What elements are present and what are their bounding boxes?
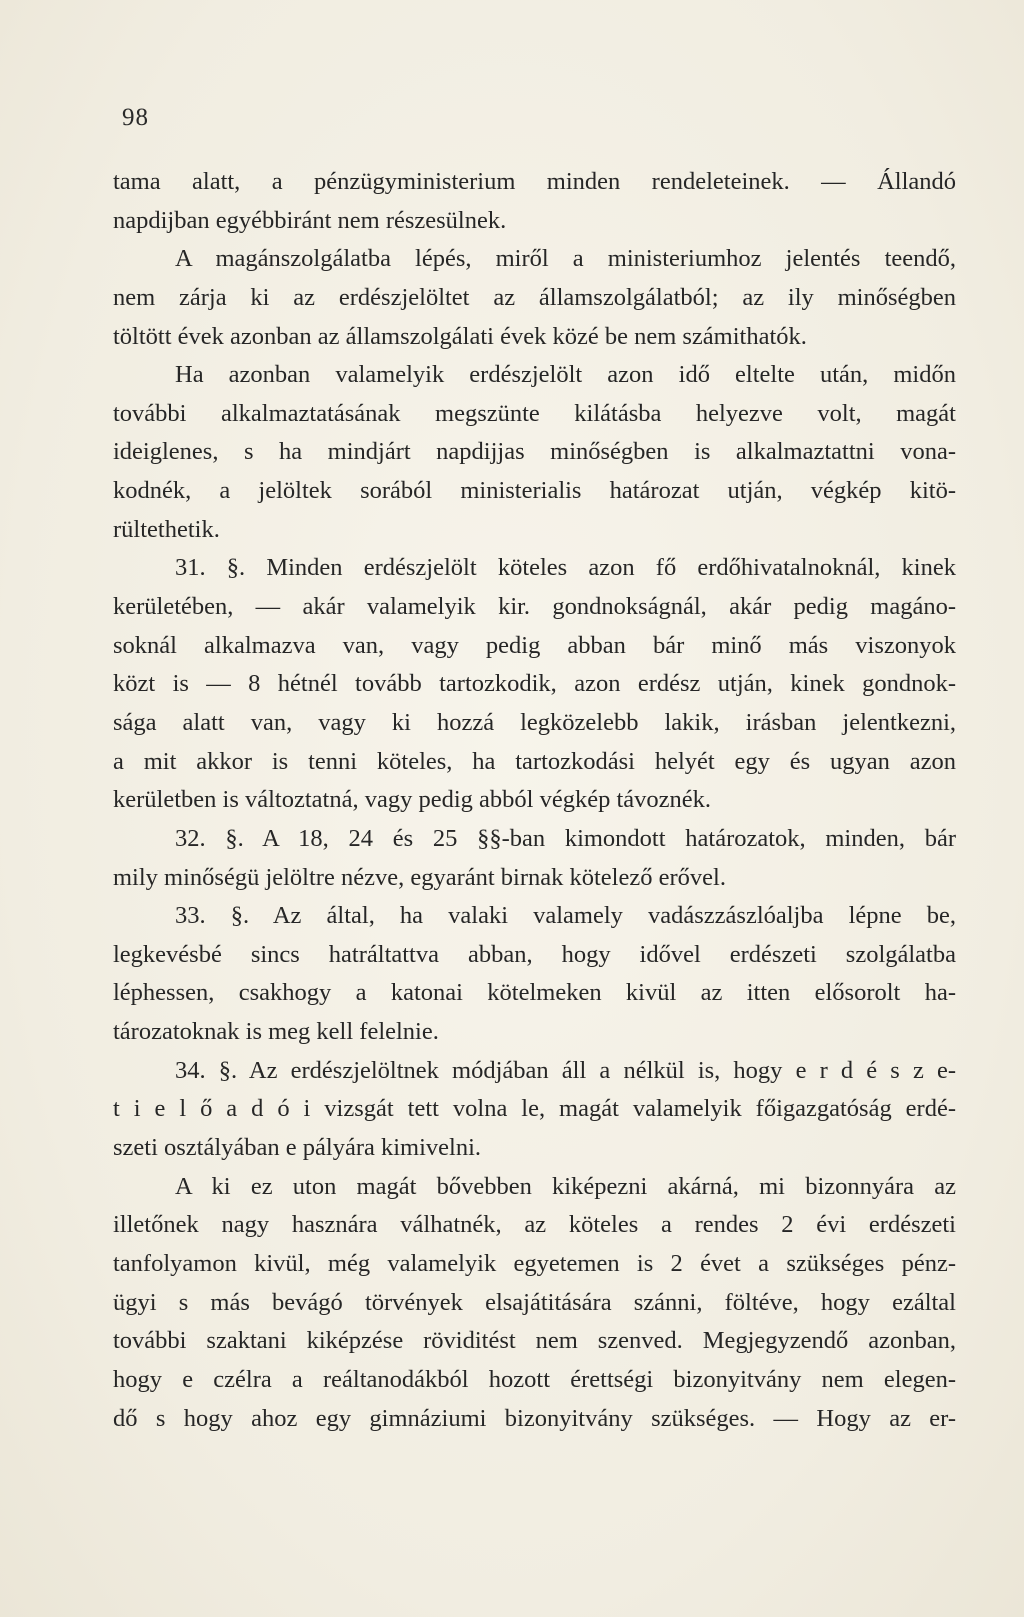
text-line: 32. §. A 18, 24 és 25 §§-ban kimondott határozatok, minden, bár xyxy=(175,824,956,852)
text-line: A ki ez uton magát bővebben kiképezni akárná, mi bizonnyára az xyxy=(175,1172,956,1200)
body-text xyxy=(113,163,956,1438)
text-line: a mit akkor is tenni köteles, ha tartozkodási helyét egy és ugyan azon xyxy=(113,747,956,775)
text-line: illetőnek nagy hasznára válhatnék, az köteles a rendes 2 évi erdészeti xyxy=(113,1211,956,1239)
text-line: léphessen, csakhogy a katonai kötelmeken kivül az itten elősorolt ha- xyxy=(113,979,956,1007)
text-line: ideiglenes, s ha mindjárt napdijjas minőségben is alkalmaztattni vona- xyxy=(113,438,956,466)
text-line: további alkalmaztatásának megszünte kilátásba helyezve volt, magát xyxy=(113,399,956,427)
text-line: dő s hogy ahoz egy gimnáziumi bizonyitvány szükséges. — Hogy az er- xyxy=(113,1404,956,1432)
text-line: közt is — 8 hétnél tovább tartozkodik, azon erdész utján, kinek gondnok- xyxy=(113,670,956,698)
text-line: soknál alkalmazva van, vagy pedig abban bár minő más viszonyok xyxy=(113,631,956,659)
text-line: sága alatt van, vagy ki hozzá legközelebb lakik, irásban jelentkezni, xyxy=(113,708,956,736)
text-line: további szaktani kiképzése röviditést nem szenved. Megjegyzendő azonban, xyxy=(113,1327,956,1355)
text-line: Ha azonban valamelyik erdészjelölt azon idő eltelte után, midőn xyxy=(175,361,956,389)
text-line: 33. §. Az által, ha valaki valamely vadászzászlóaljba lépne be, xyxy=(175,902,956,930)
text-line: tama alatt, a pénzügyministerium minden rendeleteinek. — Állandó xyxy=(113,168,956,195)
text-line: tanfolyamon kivül, még valamelyik egyetemen is 2 évet a szükséges pénz- xyxy=(113,1249,956,1277)
text-line: A magánszolgálatba lépés, miről a ministeriumhoz jelentés teendő, xyxy=(175,245,956,273)
text-line: kodnék, a jelöltek sorából ministerialis határozat utján, végkép kitö- xyxy=(113,477,956,505)
text-line: szeti osztályában e pályára kimivelni. xyxy=(113,1134,482,1162)
text-line: mily minőségü jelöltre nézve, egyaránt birnak kötelező erővel. xyxy=(113,863,726,891)
text-line: hogy e czélra a reáltanodákból hozott érettségi bizonyitvány nem elegen- xyxy=(113,1365,956,1393)
text-line: rültethetik. xyxy=(113,515,220,543)
text-line: nem zárja ki az erdészjelöltet az államszolgálatból; az ily minőségben xyxy=(113,283,956,311)
text-line: kerületben is változtatná, vagy pedig abból végkép távoznék. xyxy=(113,786,712,814)
text-line: 31. §. Minden erdészjelölt köteles azon fő erdőhivatalnoknál, kinek xyxy=(175,554,956,582)
text-line: ügyi s más bevágó törvények elsajátitására szánni, föltéve, hogy ezáltal xyxy=(113,1288,956,1316)
page-number: 98 xyxy=(122,104,149,131)
text-line: legkevésbé sincs hatráltattva abban, hogy idővel erdészeti szolgálatba xyxy=(113,940,956,968)
text-line: tározatoknak is meg kell felelnie. xyxy=(113,1018,439,1046)
text-line: kerületében, — akár valamelyik kir. gondnokságnál, akár pedig magáno- xyxy=(113,593,956,621)
text-line: 34. §. Az erdészjelöltnek módjában áll a nélkül is, hogy e r d é s z e- xyxy=(175,1056,956,1084)
text-line: napdijban egyébbiránt nem részesülnek. xyxy=(113,206,507,234)
text-line: t i e l ő a d ó i vizsgát tett volna le, magát valamelyik főigazgatóság erdé- xyxy=(113,1095,956,1123)
text-line: töltött évek azonban az államszolgálati évek közé be nem számithatók. xyxy=(113,322,807,350)
